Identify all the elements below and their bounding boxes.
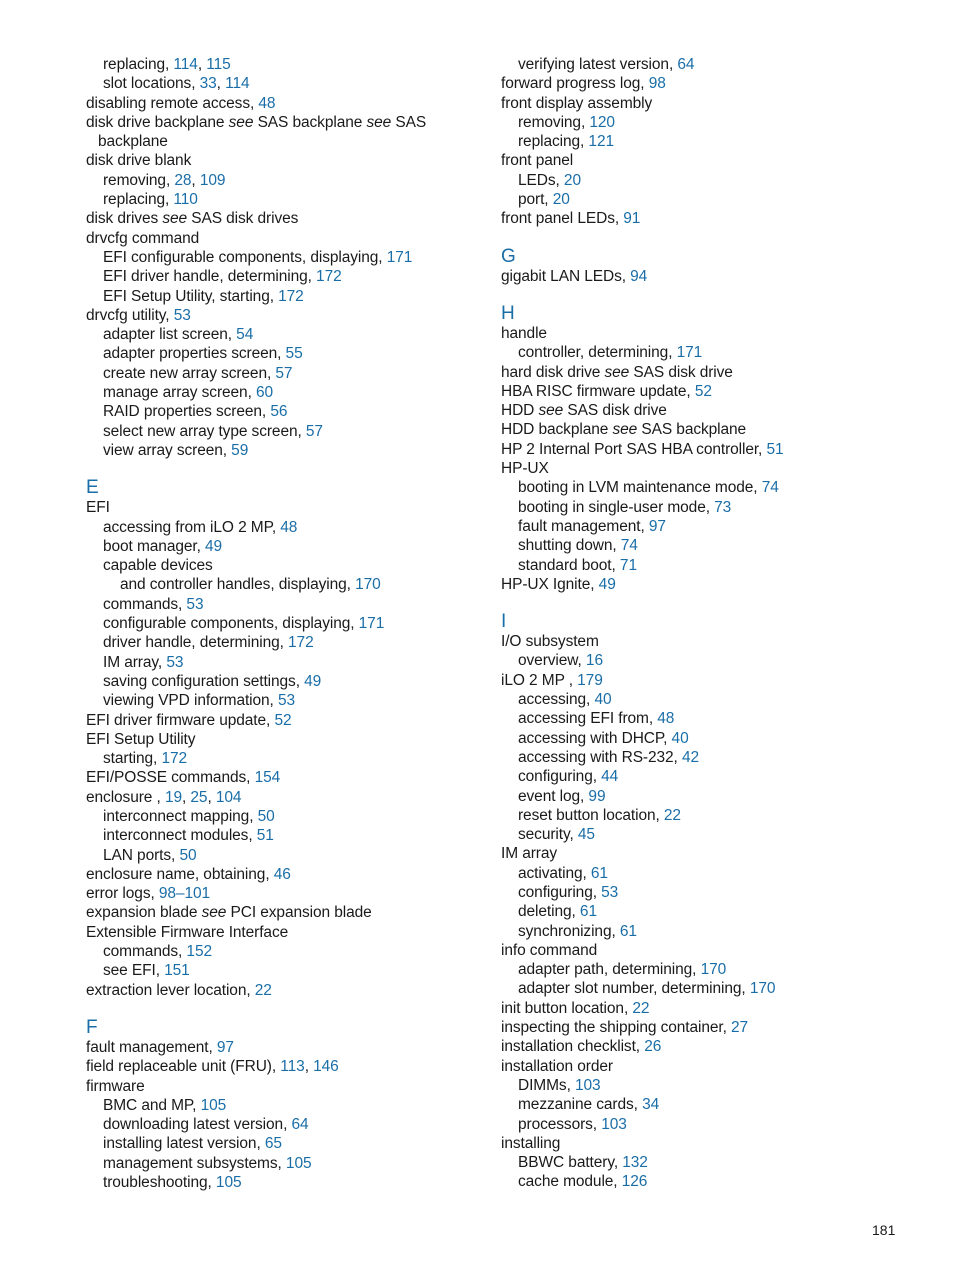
page-link[interactable]: 57 [305, 422, 323, 440]
index-subentry: replacing, 110 [103, 191, 198, 209]
page-link[interactable]: 105 [285, 1154, 312, 1172]
index-entry: firmware [86, 1077, 145, 1095]
index-section-letter: I [501, 611, 507, 633]
page-link[interactable]: 109 [199, 171, 226, 189]
index-subentry: synchronizing, 61 [518, 922, 637, 940]
index-entry: EFI [86, 499, 110, 517]
page-link[interactable]: 105 [200, 1096, 227, 1114]
index-column-right [501, 55, 931, 1192]
page-link[interactable]: 53 [186, 595, 204, 613]
index-subentry: downloading latest version, 64 [103, 1116, 309, 1134]
index-entry: expansion blade see PCI expansion blade [86, 904, 372, 922]
index-entry: front panel [501, 152, 574, 170]
page-link[interactable]: 74 [620, 537, 638, 555]
index-entry: EFI Setup Utility [86, 730, 196, 748]
page-link[interactable]: 48 [657, 710, 675, 728]
index-subentry: adapter list screen, 54 [103, 326, 254, 344]
page-link[interactable]: 170 [355, 576, 381, 594]
page-link[interactable]: 98–101 [158, 885, 211, 903]
index-entry: IM array [501, 845, 558, 863]
index-entry: error logs, 98–101 [86, 885, 211, 903]
page-link[interactable]: 50 [257, 807, 275, 825]
page-link[interactable]: 113 [280, 1058, 305, 1076]
page-link[interactable]: 103 [601, 1115, 627, 1133]
page-link[interactable]: 97 [216, 1038, 234, 1056]
index-subentry: installing latest version, 65 [103, 1135, 282, 1153]
index-subentry: deleting, 61 [518, 903, 597, 921]
page-link[interactable]: 54 [236, 326, 254, 344]
index-entry: HDD backplane see SAS backplane [501, 421, 747, 439]
index-section-letter: G [501, 245, 516, 267]
page-link[interactable]: 74 [761, 479, 779, 497]
index-subentry: EFI driver handle, determining, 172 [103, 268, 342, 286]
index-subentry: activating, 61 [518, 864, 608, 882]
index-entry: field replaceable unit (FRU), 113, 146 [86, 1058, 339, 1076]
index-entry: disk drive backplane see SAS backplane see SAS [86, 113, 427, 131]
page-link[interactable]: 64 [677, 56, 695, 73]
index-subentry: BMC and MP, 105 [103, 1096, 227, 1114]
page-link[interactable]: 22 [663, 806, 681, 824]
page-link[interactable]: 73 [714, 498, 732, 516]
index-entry: front display assembly [501, 94, 653, 112]
index-subentry: accessing, 40 [518, 691, 612, 709]
index-subentry: accessing from iLO 2 MP, 48 [103, 518, 298, 536]
index-subentry: processors, 103 [518, 1115, 627, 1133]
page-link[interactable]: 132 [622, 1154, 648, 1172]
see-reference: see [612, 421, 638, 439]
index-subentry: interconnect mapping, 50 [103, 807, 275, 825]
index-subentry: verifying latest version, 64 [518, 56, 695, 73]
page-link[interactable]: 27 [731, 1019, 749, 1037]
page-link[interactable]: 99 [588, 787, 606, 805]
page-link[interactable]: 55 [285, 345, 303, 363]
page-link[interactable]: 126 [621, 1173, 648, 1191]
index-subentry: standard boot, 71 [518, 556, 637, 574]
page-link[interactable]: 151 [164, 962, 190, 980]
index-subentry: starting, 172 [103, 750, 188, 768]
page-link[interactable]: 48 [258, 94, 276, 112]
index-entry: extraction lever location, 22 [86, 981, 272, 999]
index-entry: HP-UX Ignite, 49 [501, 575, 616, 593]
index-subentry: troubleshooting, 105 [103, 1174, 242, 1192]
page-link[interactable]: 114 [225, 75, 250, 93]
index-entry: HBA RISC firmware update, 52 [501, 382, 712, 400]
page-link[interactable]: 97 [648, 517, 666, 535]
index-subentry: management subsystems, 105 [103, 1154, 312, 1172]
page-link[interactable]: 40 [671, 729, 689, 747]
index-entry: enclosure , 19, 25, 104 [86, 788, 242, 806]
index-subentry: capable devices [103, 557, 213, 575]
index-subentry: commands, 152 [103, 943, 212, 961]
page-link[interactable]: 16 [585, 652, 603, 670]
index-entry: HP-UX [501, 460, 549, 478]
page-link[interactable]: 25 [190, 788, 208, 806]
see-reference: see [366, 113, 392, 131]
page-link[interactable]: 171 [358, 615, 385, 633]
page-link[interactable]: 172 [278, 287, 304, 305]
index-subentry: RAID properties screen, 56 [103, 403, 288, 421]
index-subentry: replacing, 121 [518, 133, 614, 151]
page-link[interactable]: 53 [166, 653, 184, 671]
page-link[interactable]: 154 [254, 769, 281, 787]
see-reference: see [162, 210, 188, 228]
page-link[interactable]: 26 [644, 1038, 662, 1056]
index-entry: hard disk drive see SAS disk drive [501, 363, 733, 381]
index-subentry: view array screen, 59 [103, 441, 249, 459]
index-entry: init button location, 22 [501, 999, 650, 1017]
page-link[interactable]: 33 [199, 75, 217, 93]
index-subentry: adapter slot number, determining, 170 [518, 980, 776, 998]
index-subentry: accessing with DHCP, 40 [518, 729, 689, 747]
page-link[interactable]: 179 [577, 671, 603, 689]
page-link[interactable]: 114 [173, 56, 198, 73]
index-subentry: LAN ports, 50 [103, 846, 197, 864]
index-subentry: configuring, 44 [518, 768, 619, 786]
index-subentry: boot manager, 49 [103, 537, 223, 555]
page-link[interactable]: 22 [254, 981, 272, 999]
page-link[interactable]: 115 [206, 56, 231, 73]
page-link[interactable]: 20 [563, 171, 581, 189]
page-link[interactable]: 49 [304, 672, 322, 690]
index-subentry: reset button location, 22 [518, 806, 681, 824]
page-link[interactable]: 59 [231, 441, 249, 459]
index-entry: installation checklist, 26 [501, 1038, 662, 1056]
page-link[interactable]: 61 [579, 903, 597, 921]
index-subentry: create new array screen, 57 [103, 364, 293, 382]
index-entry: gigabit LAN LEDs, 94 [501, 267, 648, 285]
index-subentry: replacing, 114, 115 [103, 56, 231, 73]
index-entry: front panel LEDs, 91 [501, 210, 641, 228]
index-subentry: accessing EFI from, 48 [518, 710, 675, 728]
index-subentry: cache module, 126 [518, 1173, 648, 1191]
page-link[interactable]: 50 [179, 846, 197, 864]
index-subentry: configuring, 53 [518, 883, 619, 901]
page-link[interactable]: 152 [186, 943, 212, 961]
index-entry: disk drives see SAS disk drives [86, 210, 299, 228]
index-entry: drvcfg command [86, 229, 200, 247]
index-entry: inspecting the shipping container, 27 [501, 1019, 749, 1037]
index-entry: iLO 2 MP , 179 [501, 671, 603, 689]
see-reference: see [604, 363, 630, 381]
index-subentry: controller, determining, 171 [518, 344, 703, 362]
page-link[interactable]: 146 [313, 1058, 339, 1076]
index-subentry: booting in single-user mode, 73 [518, 498, 732, 516]
page-link[interactable]: 45 [577, 826, 595, 844]
index-subentry: event log, 99 [518, 787, 606, 805]
index-subentry: overview, 16 [518, 652, 603, 670]
index-entry: drvcfg utility, 53 [86, 306, 191, 324]
page-link[interactable]: 20 [552, 191, 570, 209]
page-link[interactable]: 22 [632, 999, 650, 1017]
index-subentry: adapter path, determining, 170 [518, 961, 727, 979]
see-reference: see [201, 904, 227, 922]
index-subentry: BBWC battery, 132 [518, 1154, 648, 1172]
index-subentry: viewing VPD information, 53 [103, 692, 296, 710]
page-link[interactable]: 48 [280, 518, 298, 536]
index-entry: I/O subsystem [501, 633, 599, 651]
page-link[interactable]: 120 [589, 113, 615, 131]
page-link[interactable]: 28 [174, 171, 192, 189]
index-entry: HDD see SAS disk drive [501, 402, 667, 420]
page-link[interactable]: 49 [598, 575, 616, 593]
index-subentry: removing, 28, 109 [103, 171, 226, 189]
index-subentry: LEDs, 20 [518, 171, 581, 189]
page-link[interactable]: 51 [256, 827, 274, 845]
page-link[interactable]: 34 [642, 1096, 660, 1114]
index-subentry: EFI configurable components, displaying, 171 [103, 248, 413, 266]
page-link[interactable]: 64 [291, 1116, 309, 1134]
page-link[interactable]: 104 [215, 788, 242, 806]
index-entry: fault management, 97 [86, 1038, 234, 1056]
page-link[interactable]: 98 [648, 75, 666, 93]
page-number: 181 [872, 1222, 896, 1238]
index-entry: Extensible Firmware Interface [86, 923, 289, 941]
page-link[interactable]: 65 [264, 1135, 282, 1153]
index-column-left [86, 55, 516, 1192]
index-subentry: driver handle, determining, 172 [103, 634, 314, 652]
index-subentry: manage array screen, 60 [103, 384, 274, 402]
page-link[interactable]: 170 [700, 961, 727, 979]
page-link[interactable]: 46 [273, 865, 291, 883]
page-link[interactable]: 71 [619, 556, 637, 574]
page-link[interactable]: 172 [288, 634, 314, 652]
index-entry: installing [501, 1134, 561, 1152]
page-link[interactable]: 172 [161, 750, 188, 768]
page-link[interactable]: 60 [255, 384, 274, 402]
index-subentry: and controller handles, displaying, 170 [120, 576, 381, 594]
index-entry: installation order [501, 1057, 613, 1075]
index-subentry: saving configuration settings, 49 [103, 672, 322, 690]
index-subentry: mezzanine cards, 34 [518, 1096, 660, 1114]
see-reference: see [228, 113, 254, 131]
page-link[interactable]: 42 [681, 748, 700, 766]
index-section-letter: E [86, 477, 99, 499]
page-link[interactable]: 172 [316, 268, 342, 286]
index-subentry: DIMMs, 103 [518, 1076, 601, 1094]
index-entry: EFI/POSSE commands, 154 [86, 769, 281, 787]
page-link[interactable]: 19 [164, 788, 182, 806]
page-link[interactable]: 49 [205, 537, 223, 555]
index-entry: enclosure name, obtaining, 46 [86, 865, 291, 883]
index-subentry: port, 20 [518, 191, 570, 209]
page-link[interactable]: 105 [215, 1174, 242, 1192]
see-reference: see [538, 402, 564, 420]
index-subentry: IM array, 53 [103, 653, 184, 671]
page-link[interactable]: 52 [694, 382, 712, 400]
page-link[interactable]: 40 [594, 691, 612, 709]
index-subentry: slot locations, 33, 114 [103, 75, 250, 93]
index-subentry: see EFI, 151 [103, 962, 190, 980]
index-section-letter: F [86, 1016, 98, 1038]
page-link[interactable]: 171 [676, 344, 703, 362]
page-link[interactable]: 52 [274, 711, 292, 729]
index-subentry: select new array type screen, 57 [103, 422, 323, 440]
index-subentry: commands, 53 [103, 595, 204, 613]
page-link[interactable]: 94 [630, 267, 648, 285]
page-link[interactable]: 51 [766, 440, 784, 458]
page-link[interactable]: 170 [749, 980, 776, 998]
index-subentry: configurable components, displaying, 171 [103, 615, 385, 633]
index-subentry: EFI Setup Utility, starting, 172 [103, 287, 304, 305]
index-entry: info command [501, 941, 598, 959]
index-subentry: adapter properties screen, 55 [103, 345, 303, 363]
index-entry: disk drive blank [86, 152, 192, 170]
page-link[interactable]: 53 [173, 306, 191, 324]
page-link[interactable]: 44 [601, 768, 619, 786]
index-entry: EFI driver firmware update, 52 [86, 711, 292, 729]
index-subentry: fault management, 97 [518, 517, 666, 535]
index-subentry: removing, 120 [518, 113, 615, 131]
page-link[interactable]: 171 [386, 248, 413, 266]
page-link[interactable]: 121 [588, 133, 614, 151]
page-link[interactable]: 57 [275, 364, 293, 382]
index-subentry: security, 45 [518, 826, 595, 844]
index-subentry: booting in LVM maintenance mode, 74 [518, 479, 779, 497]
index-entry: HP 2 Internal Port SAS HBA controller, 51 [501, 440, 784, 458]
page-link[interactable]: 53 [601, 883, 619, 901]
index-entry-continuation: backplane [98, 133, 168, 151]
index-subentry: accessing with RS-232, 42 [518, 748, 700, 766]
page-link[interactable]: 61 [590, 864, 608, 882]
index-subentry: shutting down, 74 [518, 537, 638, 555]
index-subentry: interconnect modules, 51 [103, 827, 274, 845]
page-link[interactable]: 53 [277, 692, 296, 710]
page-link[interactable]: 110 [173, 191, 198, 209]
page-link[interactable]: 91 [623, 210, 641, 228]
page-link[interactable]: 103 [575, 1076, 601, 1094]
index-entry: handle [501, 324, 547, 342]
page-link[interactable]: 61 [619, 922, 637, 940]
page-link[interactable]: 56 [270, 403, 288, 421]
index-entry: disabling remote access, 48 [86, 94, 276, 112]
index-section-letter: H [501, 302, 515, 324]
index-entry: forward progress log, 98 [501, 75, 666, 93]
